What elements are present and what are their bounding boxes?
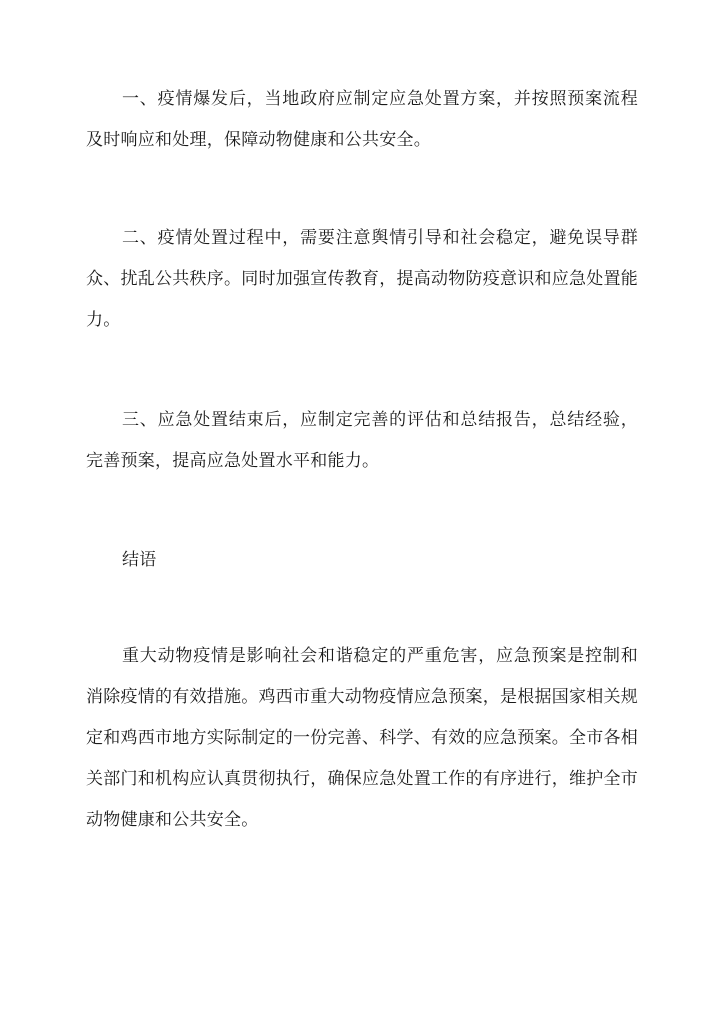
paragraph-evaluation-report: 三、应急处置结束后，应制定完善的评估和总结报告，总结经验，完善预案，提高应急处置水平和能力。 [86,410,638,471]
section-heading-conclusion: 结语 [122,550,157,570]
paragraph-public-opinion: 二、疫情处置过程中，需要注意舆情引导和社会稳定，避免误导群众、扰乱公共秩序。同时加强宣传教育，提高动物防疫意识和应急处置能力。 [86,228,638,330]
paragraph-conclusion: 重大动物疫情是影响社会和谐稳定的严重危害，应急预案是控制和消除疫情的有效措施。鸡西市重大动物疫情应急预案，是根据国家相关规定和鸡西市地方实际制定的一份完善、科学、有效的应急预案。全市各相关部门和机构应认真贯彻执行，确保应急处置工作的有序进行，维护全市动物健康和公共安全。 [86,646,638,830]
paragraph-emergency-plan: 一、疫情爆发后，当地政府应制定应急处置方案，并按照预案流程及时响应和处理，保障动物健康和公共安全。 [86,89,638,150]
